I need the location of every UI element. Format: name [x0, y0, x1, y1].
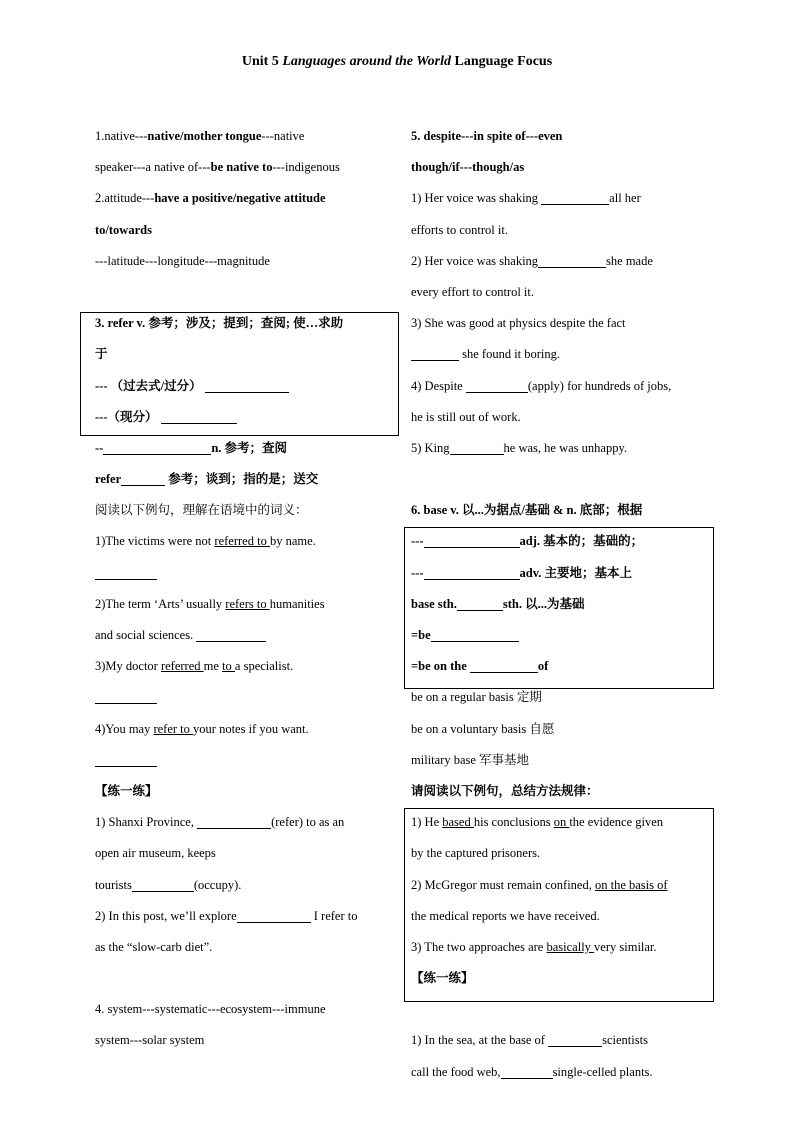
question-1-cont: efforts to control it. [411, 222, 508, 237]
refer-to-blank[interactable] [121, 471, 165, 486]
system-line-1: 4. system---systematic---ecosystem---immune [95, 1002, 326, 1017]
left-column [95, 121, 395, 1057]
base-sth-line: base sth. sth. 以...为基础 [411, 596, 585, 611]
example-3: 3)My doctor referred me to a specialist. [95, 659, 294, 674]
practice-blank[interactable] [197, 814, 271, 829]
question-blank[interactable] [541, 190, 609, 205]
refer-noun-blank[interactable] [103, 440, 211, 455]
rule-example-2-cont: the medical reports we have received. [411, 908, 600, 923]
question-2: 2) Her voice was shaking she made [411, 253, 653, 268]
question-5: 5) King he was, he was unhappy. [411, 440, 628, 455]
question-1: 1) Her voice was shaking all her [411, 191, 641, 206]
practice-blank[interactable] [132, 877, 194, 892]
base-title: 6. base v. 以...为据点/基础 & n. 底部；根据 [411, 503, 643, 518]
refer-present-line: ---（现分） [95, 402, 395, 433]
question-2-cont: every effort to control it. [411, 284, 534, 299]
native-line-2: speaker---a native of---be native to---indigenous [95, 160, 340, 175]
rule-example-3: 3) The two approaches are basically very similar. [411, 939, 657, 954]
page-title: Unit 5 Languages around the World Language Focus [241, 54, 553, 69]
read-examples: 阅读以下例句，理解在语境中的词义： [95, 503, 308, 518]
despite-line-1: 5. despite---in spite of---even [411, 129, 563, 143]
question-3: 3) She was good at physics despite the fact [411, 316, 626, 331]
military-base: military base 军事基地 [411, 752, 530, 767]
question-blank[interactable] [466, 378, 528, 393]
base-adj-line: --- adj. 基本的；基础的； [411, 534, 644, 549]
example-4-answer [95, 745, 395, 776]
practice-1: 1) Shanxi Province, (refer) to as an [95, 815, 345, 830]
rule-example-1-cont: by the captured prisoners. [411, 846, 541, 861]
rule-box [404, 808, 714, 1002]
be-line: =be [411, 620, 711, 651]
base-adv-line: --- adv. 主要地；基本上 [411, 565, 633, 580]
rule-example-2: 2) McGregor must remain confined, on the basis of [411, 877, 668, 892]
latitude-line: ---latitude---longitude---magnitude [95, 253, 270, 268]
question-4: 4) Despite (apply) for hundreds of jobs, [411, 378, 672, 393]
example-4: 4)You may refer to your notes if you want. [95, 721, 309, 736]
refer-past-line: --- （过去式/过分） [95, 371, 395, 402]
practice-heading-right: 【练一练】 [411, 971, 474, 986]
practice-s1: 1) In the sea, at the base of scientists [411, 1033, 648, 1048]
base-box [404, 527, 714, 689]
example-2-cont: and social sciences. [95, 620, 395, 651]
practice-blank[interactable] [237, 908, 311, 923]
refer-noun-line: -- n. 参考；查阅 [95, 440, 288, 455]
system-line-2: system---solar system [95, 1033, 205, 1048]
attitude-line-2: to/towards [95, 222, 152, 237]
regular-basis: be on a regular basis 定期 [411, 690, 542, 705]
question-blank[interactable] [411, 346, 459, 361]
practice-heading: 【练一练】 [95, 783, 158, 798]
voluntary-basis: be on a voluntary basis 自愿 [411, 721, 555, 736]
question-blank[interactable] [538, 253, 606, 268]
practice-blank[interactable] [501, 1064, 553, 1079]
despite-line-2: though/if---though/as [411, 160, 525, 175]
be-on-the-line: =be on the of [411, 659, 549, 674]
example-2: 2)The term ‘Arts’ usually refers to humanities [95, 596, 325, 611]
refer-box [80, 312, 399, 436]
practice-2-cont: as the “slow-carb diet”. [95, 939, 213, 954]
question-3-cont: she found it boring. [411, 339, 711, 370]
refer-title: 3. refer v. 参考；涉及；提到；查阅; 使…求助 [95, 316, 344, 331]
question-4-cont: he is still out of work. [411, 409, 521, 424]
answer-blank[interactable] [196, 627, 266, 642]
example-1: 1)The victims were not referred to by name. [95, 534, 316, 549]
rule-example-1: 1) He based his conclusions on the evidence given [411, 815, 664, 830]
attitude-line-1: 2.attitude---have a positive/negative attitude [95, 191, 326, 206]
summary-instruction: 请阅读以下例句，总结方法规律： [411, 783, 599, 798]
question-blank[interactable] [450, 440, 504, 455]
example-3-answer [95, 682, 395, 713]
refer-title-cont: 于 [95, 347, 108, 362]
answer-blank[interactable] [95, 565, 157, 580]
practice-s1-cont: call the food web, single-celled plants. [411, 1064, 653, 1079]
native-line-1: 1.native---native/mother tongue---native [95, 129, 305, 143]
refer-to-line: refer 参考；谈到；指的是；送交 [95, 472, 319, 487]
practice-2: 2) In this post, we’ll explore I refer to [95, 908, 358, 923]
practice-1-cont2: tourists (occupy). [95, 877, 242, 892]
answer-blank[interactable] [95, 752, 157, 767]
practice-1-cont: open air museum, keeps [95, 846, 216, 861]
practice-blank[interactable] [548, 1032, 602, 1047]
example-1-answer [95, 558, 395, 589]
answer-blank[interactable] [95, 689, 157, 704]
